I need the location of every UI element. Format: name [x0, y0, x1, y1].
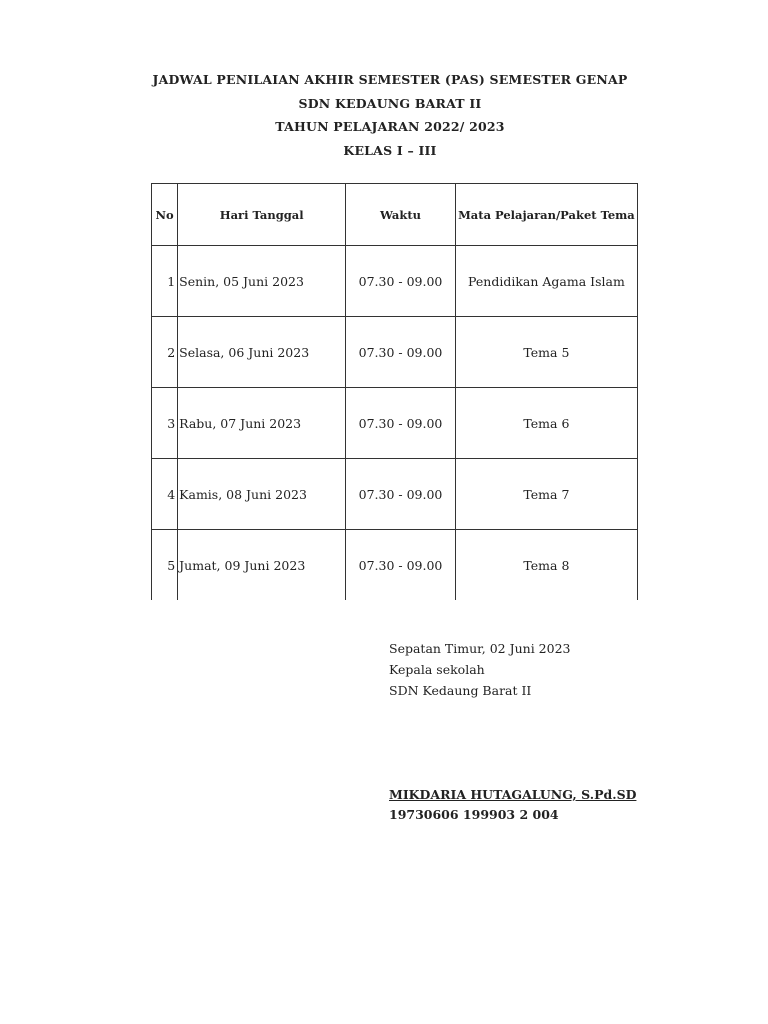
- cell-no: 1: [152, 246, 178, 317]
- cell-subject: Pendidikan Agama Islam: [455, 246, 637, 317]
- cell-day: Kamis, 08 Juni 2023: [178, 459, 346, 530]
- table-row: [152, 317, 638, 388]
- column-header-day: Hari Tanggal: [178, 184, 346, 246]
- header-class: KELAS I – III: [343, 142, 437, 158]
- column-header-subject: Mata Pelajaran/Paket Tema: [455, 184, 637, 246]
- cell-time: 07.30 - 09.00: [346, 530, 456, 601]
- cell-subject: Tema 8: [455, 530, 637, 601]
- cell-day: Senin, 05 Juni 2023: [178, 246, 346, 317]
- signatory-nip: 19730606 199903 2 004: [389, 807, 559, 822]
- cell-time: 07.30 - 09.00: [346, 317, 456, 388]
- cell-day: Jumat, 09 Juni 2023: [178, 530, 346, 601]
- document-header: [0, 68, 768, 162]
- cell-time: 07.30 - 09.00: [346, 459, 456, 530]
- table-header-row: [152, 184, 638, 246]
- schedule-table: [151, 183, 638, 600]
- table-row: [152, 246, 638, 317]
- table-row: [152, 530, 638, 601]
- cell-subject: Tema 7: [455, 459, 637, 530]
- cell-day: Selasa, 06 Juni 2023: [178, 317, 346, 388]
- signature-block: [389, 638, 570, 701]
- table-row: [152, 459, 638, 530]
- signature-school: SDN Kedaung Barat II: [389, 683, 532, 698]
- signature-place-date: Sepatan Timur, 02 Juni 2023: [389, 641, 571, 656]
- cell-subject: Tema 6: [455, 388, 637, 459]
- cell-time: 07.30 - 09.00: [346, 246, 456, 317]
- column-header-time: Waktu: [346, 184, 456, 246]
- cell-day: Rabu, 07 Juni 2023: [178, 388, 346, 459]
- signatory-name: MIKDARIA HUTAGALUNG, S.Pd.SD: [389, 787, 637, 802]
- header-title: JADWAL PENILAIAN AKHIR SEMESTER (PAS) SEMESTER GENAP: [152, 72, 628, 87]
- cell-time: 07.30 - 09.00: [346, 388, 456, 459]
- cell-no: 3: [152, 388, 178, 459]
- signature-position: Kepala sekolah: [389, 662, 485, 677]
- header-year: TAHUN PELAJARAN 2022/ 2023: [275, 119, 505, 134]
- header-school: SDN KEDAUNG BARAT II: [298, 95, 482, 111]
- cell-subject: Tema 5: [455, 317, 637, 388]
- cell-no: 2: [152, 317, 178, 388]
- column-header-no: No: [152, 184, 178, 246]
- table-row: [152, 388, 638, 459]
- cell-no: 5: [152, 530, 178, 601]
- cell-no: 4: [152, 459, 178, 530]
